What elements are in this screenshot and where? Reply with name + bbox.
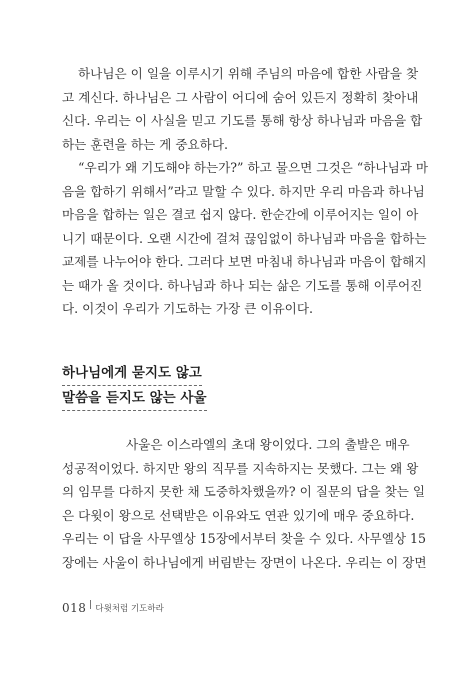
paragraph-line: 우리는 이 답을 사무엘상 15장에서부터 찾을 수 있다. 사무엘상 15 [62,531,427,546]
paragraph-line: 하는 훈련을 하는 게 중요하다. [62,136,229,152]
footer-divider [90,600,91,609]
paragraph-line: 성공적이었다. 하지만 왕의 직무를 지속하지는 못했다. 그는 왜 왕 [62,460,419,476]
paragraph-line: 의 임무를 다하지 못한 채 도중하차했을까? 이 질문의 답을 찾는 일 [62,484,426,499]
paragraph-line: 음을 합하기 위해서”라고 말할 수 있다. 하지만 우리 마음과 하나님 [62,183,425,199]
paragraph-line: 고 계신다. 하나님은 그 사람이 어디에 숨어 있든지 정확히 찾아내 [62,89,419,105]
paragraph-line: 는 때가 올 것이다. 하나님과 하나 되는 삶은 기도를 통해 이루어진 [62,277,423,293]
running-title: 다윗처럼 기도하라 [95,603,164,614]
paragraph-line: 신다. 우리는 이 사실을 믿고 기도를 통해 항상 하나님과 마음을 합 [62,113,423,128]
paragraph-line: 사울은 이스라엘의 초대 왕이었다. 그의 출발은 매우 [126,437,410,452]
section-heading [62,364,207,414]
section-heading-line-1: 하나님에게 묻지도 않고 [62,364,202,386]
page-footer [62,600,164,615]
section-heading-line-2: 말씀을 듣지도 않는 사울 [62,389,207,411]
paragraph-line: 마음을 합하는 일은 결코 쉽지 않다. 한순간에 이루어지는 일이 아 [62,207,419,222]
paragraph-line: 하나님은 이 일을 이루시기 위해 주님의 마음에 합한 사람을 찾 [78,66,419,81]
page-number: 018 [62,600,87,615]
paragraph-line: 은 다윗이 왕으로 선택받은 이유와도 연관 있기에 매우 중요하다. [62,507,415,523]
paragraph-line: 다. 이것이 우리가 기도하는 가장 큰 이유이다. [62,301,314,316]
body-text-lower [62,433,427,574]
paragraph-line: 니기 때문이다. 오랜 시간에 걸쳐 끊임없이 하나님과 마음을 합하는 [62,230,427,246]
paragraph-line: 장에는 사울이 하나님에게 버림받는 장면이 나온다. 우리는 이 장면 [62,554,427,570]
paragraph-line: “우리가 왜 기도해야 하는가?” 하고 물으면 그것은 “하나님과 마 [78,160,429,175]
body-text-upper [62,62,429,321]
paragraph-line: 교제를 나누어야 한다. 그러다 보면 마침내 하나님과 마음이 합해지 [62,254,427,269]
